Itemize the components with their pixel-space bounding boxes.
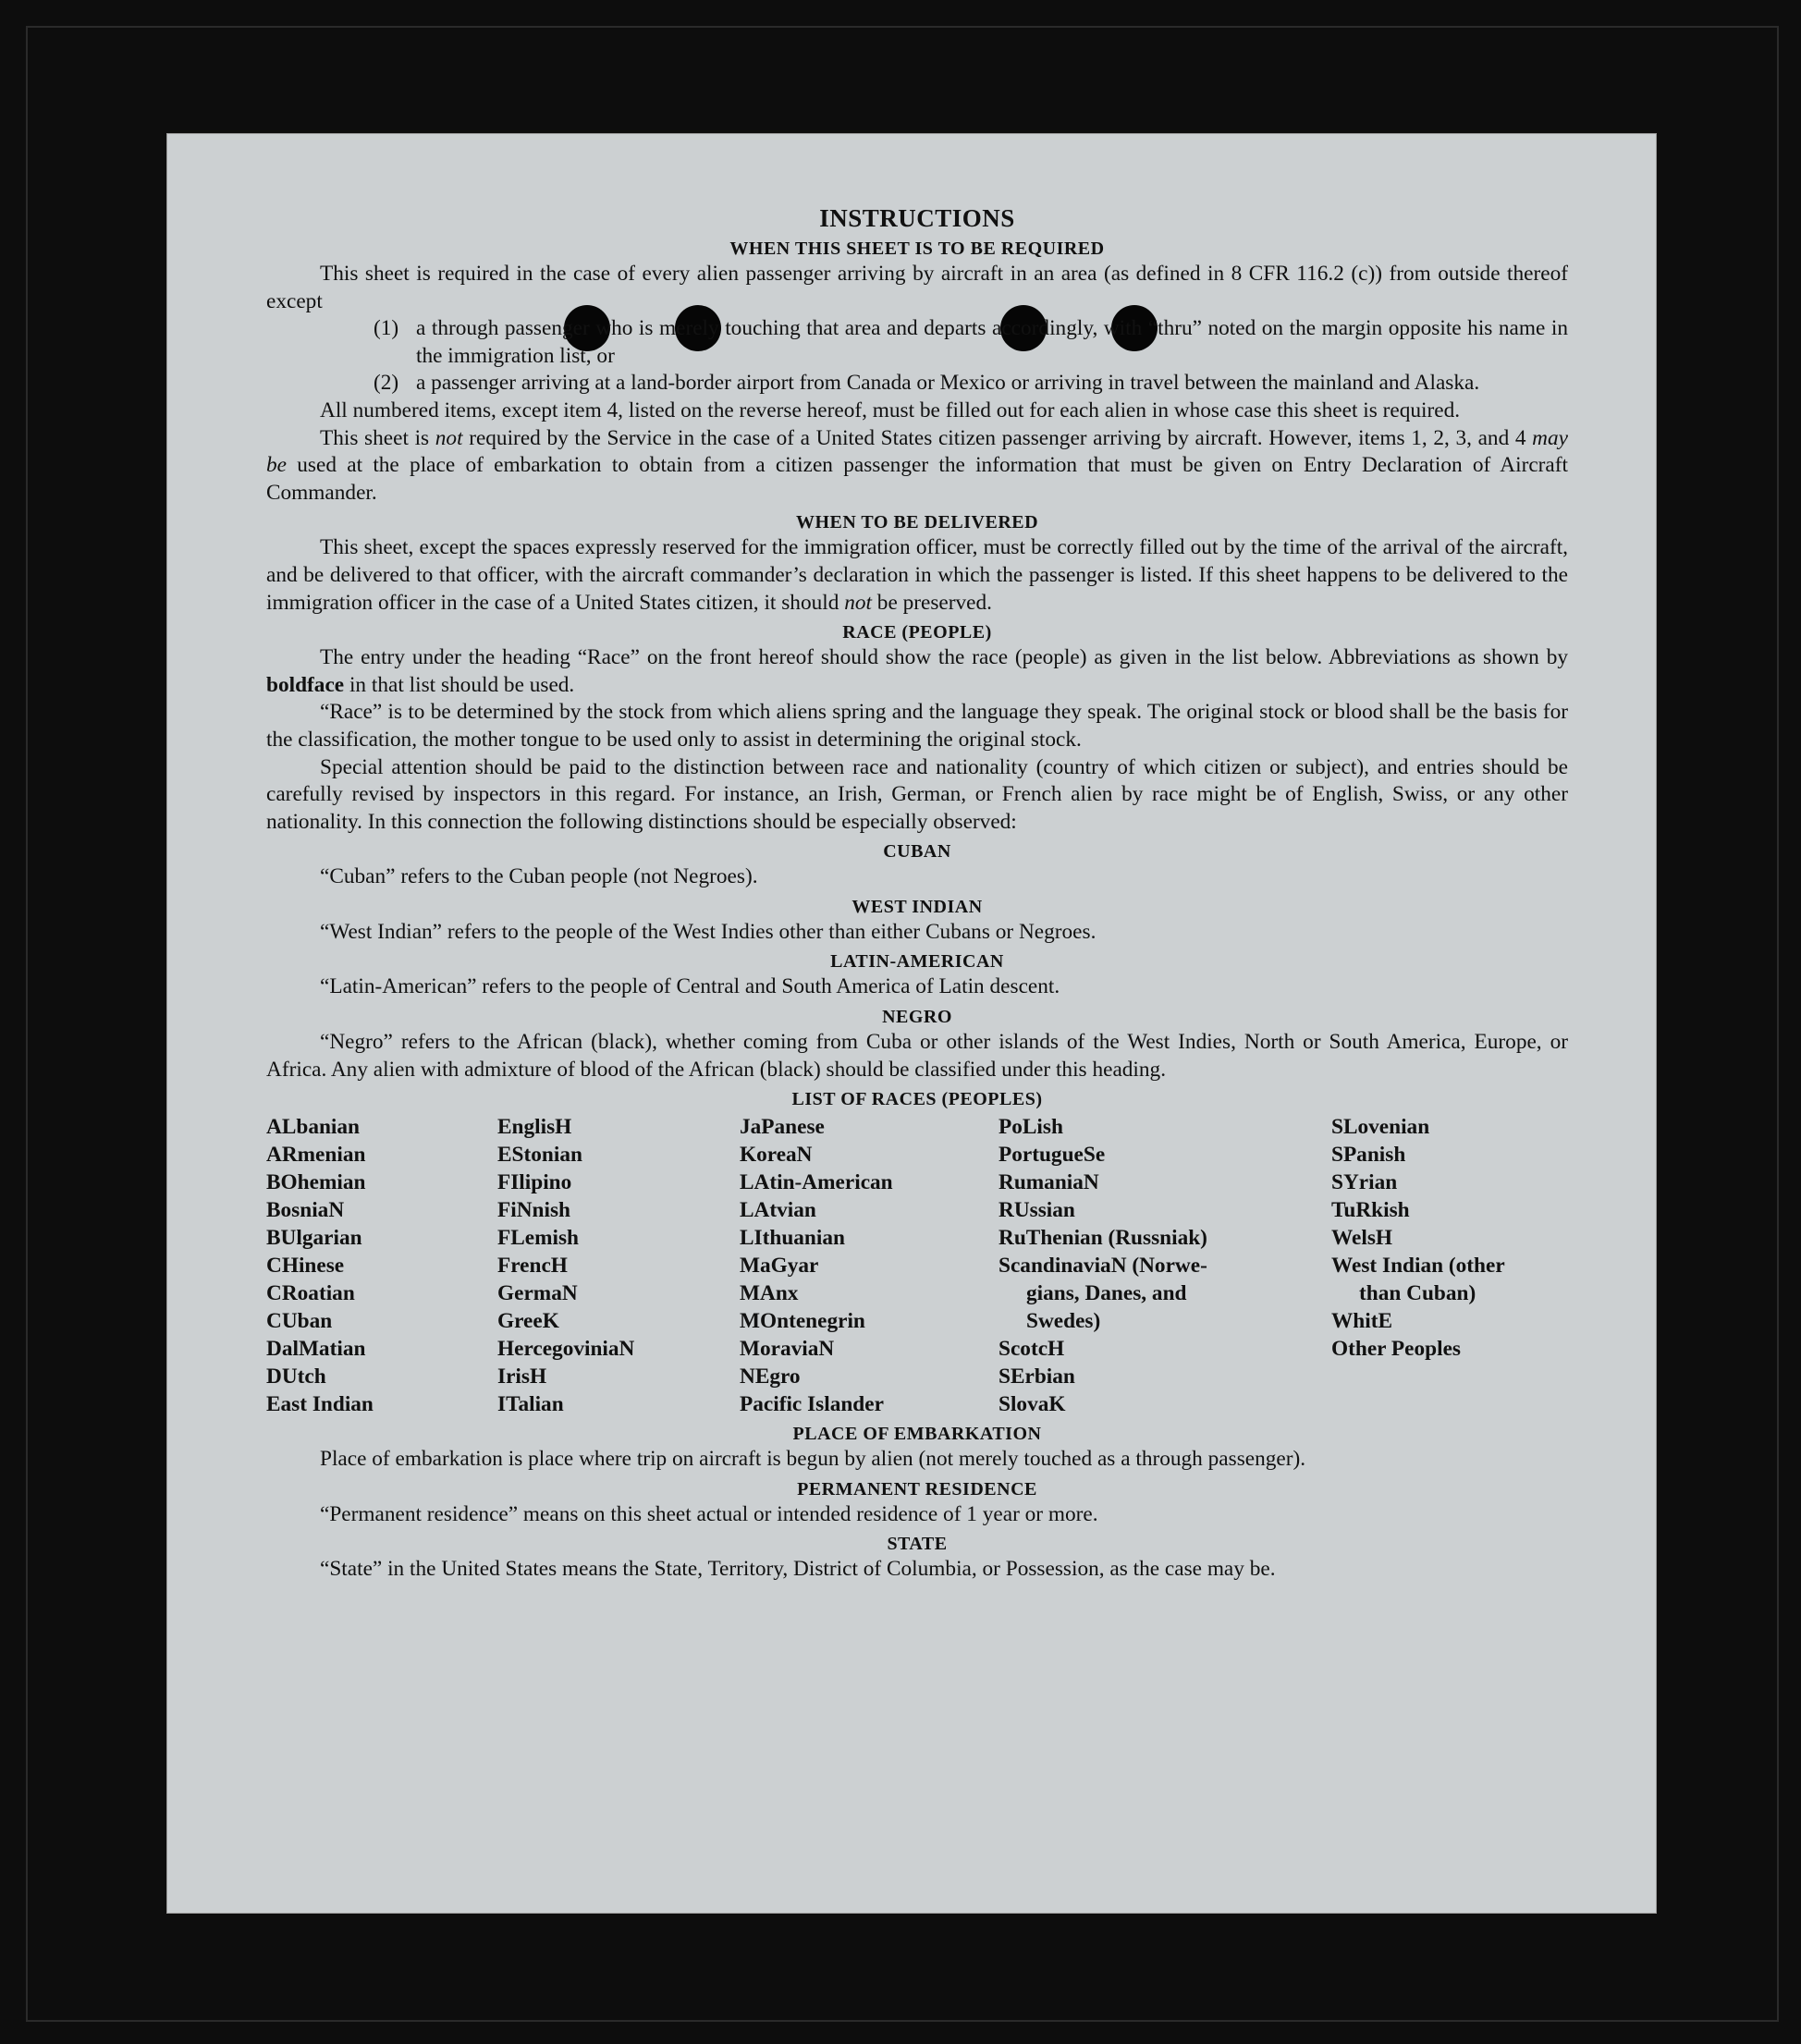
- latin-american-text: “Latin-American” refers to the people of Central and South America of Latin descent.: [320, 974, 1060, 999]
- races-list: [266, 1113, 1568, 1418]
- races-column-5: [1331, 1113, 1505, 1363]
- race-entry: NEgro: [740, 1365, 801, 1389]
- race-paragraph-3: Special attention should be paid to the distinction between race and nationality (country of which citizen or subject), and entries should be carefully revised by inspectors in this regard. For instance, an Irish, German, or French alien by race might be of English, Swiss, or any other nationality. In this connection the following distinctions should be especially observed:: [266, 754, 1568, 834]
- race-entry: East Indian: [266, 1392, 374, 1417]
- race-entry: CHinese: [266, 1254, 345, 1279]
- embarkation-text: Place of embarkation is place where trip on aircraft is begun by alien (not merely touched as a through passenger).: [320, 1447, 1306, 1472]
- race-entry: FIlipino: [497, 1170, 572, 1195]
- race-entry: RumaniaN: [999, 1170, 1099, 1195]
- state-text: “State” in the United States means the State, Territory, District of Columbia, or Possession, as the case may be.: [320, 1557, 1276, 1582]
- text-run: This sheet is: [320, 425, 435, 450]
- citizen-paragraph: [266, 425, 1568, 508]
- text-run: be preserved.: [871, 590, 992, 615]
- italic-run: not: [435, 425, 463, 450]
- heading-list-of-races: LIST OF RACES (PEOPLES): [791, 1089, 1043, 1110]
- race-entry: PortugueSe: [999, 1143, 1106, 1168]
- italic-run: not: [844, 590, 872, 615]
- races-column-2: [497, 1113, 634, 1418]
- race-entry: LAtin-American: [740, 1170, 893, 1195]
- heading-embarkation: PLACE OF EMBARKATION: [792, 1424, 1042, 1445]
- race-entry: TuRkish: [1331, 1198, 1410, 1223]
- races-column-3: [740, 1113, 893, 1418]
- heading-state: STATE: [887, 1534, 948, 1555]
- race-entry: CRoatian: [266, 1281, 355, 1306]
- when-delivered-text: [266, 534, 1568, 617]
- race-entry: gians, Danes, and: [1026, 1281, 1187, 1306]
- race-entry: than Cuban): [1359, 1281, 1476, 1306]
- text-run: used at the place of embarkation to obtain from a citizen passenger the information that must be given on Entry Declaration of Aircraft Commander.: [266, 453, 1568, 505]
- race-entry: MOntenegrin: [740, 1309, 865, 1334]
- race-entry: GreeK: [497, 1309, 559, 1334]
- race-entry: LIthuanian: [740, 1226, 845, 1251]
- race-paragraph-1: [266, 644, 1568, 699]
- document-page: [166, 133, 1657, 1914]
- bold-run: boldface: [266, 672, 345, 697]
- race-entry: MAnx: [740, 1281, 799, 1306]
- race-entry: West Indian (other: [1331, 1254, 1505, 1279]
- exception-item-text: a through passenger who is merely touching that area and departs accordingly, with “thru” noted on the margin opposite his name in the immigration list, or: [416, 316, 1568, 368]
- race-entry: FLemish: [497, 1226, 580, 1251]
- when-required-intro: This sheet is required in the case of every alien passenger arriving by aircraft in an area (as defined in 8 CFR 116.2 (c)) from outside thereof except: [266, 262, 1568, 313]
- heading-when-delivered: WHEN TO BE DELIVERED: [795, 512, 1039, 533]
- race-entry: PoLish: [999, 1115, 1063, 1140]
- race-entry: BOhemian: [266, 1170, 366, 1195]
- race-entry: ScotcH: [999, 1337, 1065, 1362]
- text-run: in that list should be used.: [344, 672, 575, 697]
- heading-permanent-residence: PERMANENT RESIDENCE: [797, 1478, 1037, 1499]
- text-run: The entry under the heading “Race” on the front hereof should show the race (people) as given in the list below. Abbreviations as shown by: [320, 645, 1568, 670]
- race-entry: KoreaN: [740, 1143, 813, 1168]
- race-entry: DalMatian: [266, 1337, 366, 1362]
- race-entry: EStonian: [497, 1143, 582, 1168]
- race-entry: SYrian: [1331, 1170, 1398, 1195]
- race-entry: Other Peoples: [1331, 1337, 1461, 1362]
- race-entry: BosniaN: [266, 1198, 345, 1223]
- race-entry: EnglisH: [497, 1115, 572, 1140]
- heading-latin-american: LATIN-AMERICAN: [830, 951, 1004, 973]
- exception-item-1: [374, 315, 1568, 370]
- race-entry: FrencH: [497, 1254, 568, 1279]
- race-entry: HercegoviniaN: [497, 1337, 635, 1362]
- race-entry: WelsH: [1331, 1226, 1393, 1251]
- text-run: This sheet, except the spaces expressly reserved for the immigration officer, must be correctly filled out by the time of the arrival of the aircraft, and be delivered to that officer, with the aircraft commander’s declaration in which the passenger is listed. If this sheet happens to be delivered to the immigration officer in the case of a United States citizen, it should: [266, 535, 1568, 615]
- exception-item-2: [374, 370, 1568, 398]
- race-entry: MaGyar: [740, 1254, 819, 1279]
- race-entry: JaPanese: [740, 1115, 825, 1140]
- races-column-4: [999, 1113, 1207, 1418]
- text-run: required by the Service in the case of a United States citizen passenger arriving by aircraft. However, items 1, 2, 3, and 4: [462, 425, 1533, 450]
- exception-item-text: a passenger arriving at a land-border airport from Canada or Mexico or arriving in travel between the mainland and Alaska.: [416, 371, 1480, 396]
- race-entry: IrisH: [497, 1365, 547, 1389]
- race-entry: SLovenian: [1331, 1115, 1430, 1140]
- race-entry: FiNnish: [497, 1198, 570, 1223]
- race-entry: SlovaK: [999, 1392, 1066, 1417]
- heading-when-required: WHEN THIS SHEET IS TO BE REQUIRED: [729, 239, 1105, 259]
- heading-west-indian: WEST INDIAN: [851, 896, 983, 917]
- race-entry: Pacific Islander: [740, 1392, 884, 1417]
- exception-item-number: (1): [374, 316, 399, 341]
- race-entry: DUtch: [266, 1365, 326, 1389]
- race-entry: ALbanian: [266, 1115, 361, 1140]
- cuban-text: “Cuban” refers to the Cuban people (not Negroes).: [320, 864, 758, 889]
- race-entry: LAtvian: [740, 1198, 816, 1223]
- race-paragraph-2: “Race” is to be determined by the stock from which aliens spring and the language they speak. The original stock or blood shall be the basis for the classification, the mother tongue to be used only to assist in determining the original stock.: [266, 700, 1568, 752]
- heading-cuban: CUBAN: [883, 841, 951, 863]
- heading-negro: NEGRO: [882, 1007, 952, 1028]
- negro-text: “Negro” refers to the African (black), whether coming from Cuba or other islands of the West Indies, North or South America, Europe, or Africa. Any alien with admixture of blood of the African (black) should be classified under this heading.: [266, 1030, 1568, 1082]
- page-title: INSTRUCTIONS: [819, 204, 1015, 232]
- race-entry: Swedes): [1026, 1309, 1101, 1334]
- race-entry: RuThenian (Russniak): [999, 1226, 1207, 1251]
- race-entry: CUban: [266, 1309, 333, 1334]
- races-column-1: [266, 1113, 374, 1418]
- race-entry: ScandinaviaN (Norwe-: [999, 1254, 1207, 1279]
- race-entry: WhitE: [1331, 1309, 1393, 1334]
- italic-run: may be: [266, 425, 1568, 478]
- residence-text: “Permanent residence” means on this sheet actual or intended residence of 1 year or more.: [320, 1501, 1098, 1526]
- instructions-body: [266, 203, 1568, 1584]
- race-entry: GermaN: [497, 1281, 578, 1306]
- race-entry: BUlgarian: [266, 1226, 362, 1251]
- west-indian-text: “West Indian” refers to the people of the West Indies other than either Cubans or Negroes.: [320, 919, 1097, 944]
- race-entry: ITalian: [497, 1392, 564, 1417]
- race-entry: RUssian: [999, 1198, 1075, 1223]
- race-entry: SPanish: [1331, 1143, 1406, 1168]
- race-entry: ARmenian: [266, 1143, 366, 1168]
- heading-race: RACE (PEOPLE): [842, 622, 992, 643]
- race-entry: MoraviaN: [740, 1337, 835, 1362]
- race-entry: SErbian: [999, 1365, 1075, 1389]
- exception-item-number: (2): [374, 371, 399, 396]
- numbered-items-paragraph: All numbered items, except item 4, listed on the reverse hereof, must be filled out for each alien in whose case this sheet is required.: [320, 398, 1461, 422]
